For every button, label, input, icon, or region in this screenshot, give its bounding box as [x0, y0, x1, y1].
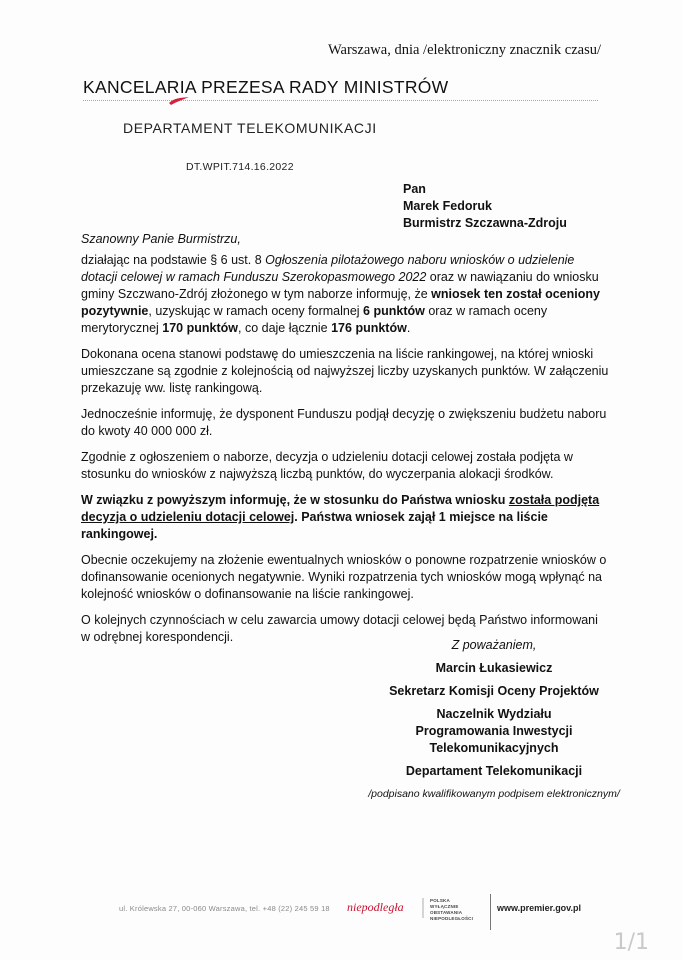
header-divider	[83, 100, 598, 101]
paragraph-7: O kolejnych czynnościach w celu zawarcia umowy dotacji celowej będą Państwo informowani w odrębnej korespondencji.	[81, 613, 598, 644]
signatory-role-1: Sekretarz Komisji Oceny Projektów	[389, 684, 599, 698]
paragraph-1	[81, 252, 609, 337]
paragraph-6: Obecnie oczekujemy na złożenie ewentualnych wniosków o ponowne rozpatrzenie wniosków o dofinansowanie ocenionych negatywnie. Wyniki rozpatrzenia tych wniosków mogą wpłynąć na kolejność wniosków o dofinansowanie na liście rankingowej.	[81, 553, 607, 601]
signatory-role-2-line-2: Programowania Inwestycji	[415, 724, 573, 738]
signatory-role-2-line-1: Naczelnik Wydziału	[436, 707, 552, 721]
page-counter: 1/1	[613, 930, 649, 955]
p5-decision-underlined: została podjęta decyzja o udzieleniu dotacji celowej	[81, 493, 600, 524]
closing: Z poważaniem,	[451, 638, 537, 652]
p1-text-italic: Ogłoszenia pilotażowego naboru wniosków o udzielenie dotacji celowej w ramach Funduszu Szerokopasmowego 2022	[81, 253, 575, 284]
p1-text-i: , co daje łącznie	[238, 321, 332, 335]
p5-text-a: W związku z powyższym informuję, że w stosunku do Państwa wniosku	[81, 493, 509, 507]
niepodlegla-logo-icon	[345, 894, 425, 920]
organization-name: KANCELARIA PREZESA RADY MINISTRÓW	[83, 77, 449, 97]
reference-number: DT.WPIT.714.16.2022	[186, 161, 294, 173]
e-signature-note: /podpisano kwalifikowanym podpisem elektronicznym/	[368, 788, 620, 800]
p1-text-g: oraz w ramach oceny merytorycznej	[81, 304, 548, 335]
p1-total-points: 176 punktów	[331, 321, 407, 335]
signatory-role-2-line-3: Telekomunikacyjnych	[429, 741, 559, 755]
footer-address: ul. Królewska 27, 00-060 Warszawa, tel. +48 (22) 245 59 18	[119, 904, 330, 913]
footer-url: www.premier.gov.pl	[497, 903, 582, 913]
p1-text-e: , uzyskując w ramach oceny formalnej	[148, 304, 364, 318]
paragraph-4: Zgodnie z ogłoszeniem o naborze, decyzja o udzieleniu dotacji celowej została podjęta w stosunku do wniosków z najwyższą liczbą punktów, do wyczerpania alokacji środków.	[81, 450, 573, 481]
p1-text-a: działając na podstawie § 6 ust. 8	[81, 253, 266, 267]
letter-body	[81, 252, 609, 655]
department-name: DEPARTAMENT TELEKOMUNIKACJI	[123, 120, 377, 136]
flag-ribbon-icon	[168, 96, 190, 106]
addressee-title: Pan	[403, 182, 426, 196]
addressee-role: Burmistrz Szczawna-Zdroju	[403, 216, 567, 230]
date-line: Warszawa, dnia /elektroniczny znacznik czasu/	[328, 42, 601, 58]
paragraph-2: Dokonana ocena stanowi podstawę do umieszczenia na liście rankingowej, na której wnioski umieszczane są zgodnie z kolejnością od najwyższej liczby uzyskanych punktów. W załączeniu przekazuję ww. listę rankingową.	[81, 347, 609, 395]
footer-poland-line-3: NIEPODLEGŁOŚCI	[430, 916, 474, 921]
footer-poland-line-2: WYŁĄCZNIE OBSTAWANIA	[430, 904, 463, 915]
addressee-name: Marek Fedoruk	[403, 199, 492, 213]
p1-text-c: oraz w nawiązaniu do wniosku gminy Szczwano-Zdrój złożonego w tym naborze informuję, że	[81, 270, 599, 301]
paragraph-5	[81, 492, 609, 543]
p1-text-bold-result: wniosek ten został oceniony pozytywnie	[81, 287, 600, 318]
footer-poland-text	[430, 898, 492, 922]
salutation: Szanowny Panie Burmistrzu,	[81, 232, 241, 246]
signatory-department: Departament Telekomunikacji	[405, 764, 583, 778]
addressee-block	[403, 181, 567, 232]
signatory-name: Marcin Łukasiewicz	[435, 661, 553, 675]
signature-block	[340, 637, 648, 803]
paragraph-3: Jednocześnie informuję, że dysponent Funduszu podjął decyzję o zwiększeniu budżetu naboru do kwoty 40 000 000 zł.	[81, 407, 607, 438]
p1-formal-points: 6 punktów	[363, 304, 425, 318]
niepodlegla-logo-text: niepodległa	[347, 900, 404, 914]
footer-poland-line-1: POLSKA	[430, 898, 450, 903]
p5-text-c: . Państwa wniosek zajął 1 miejsce na liście rankingowej.	[81, 510, 548, 541]
p1-merit-points: 170 punktów	[162, 321, 238, 335]
p1-text-k: .	[406, 321, 411, 335]
footer	[0, 880, 683, 940]
footer-divider	[490, 894, 491, 930]
